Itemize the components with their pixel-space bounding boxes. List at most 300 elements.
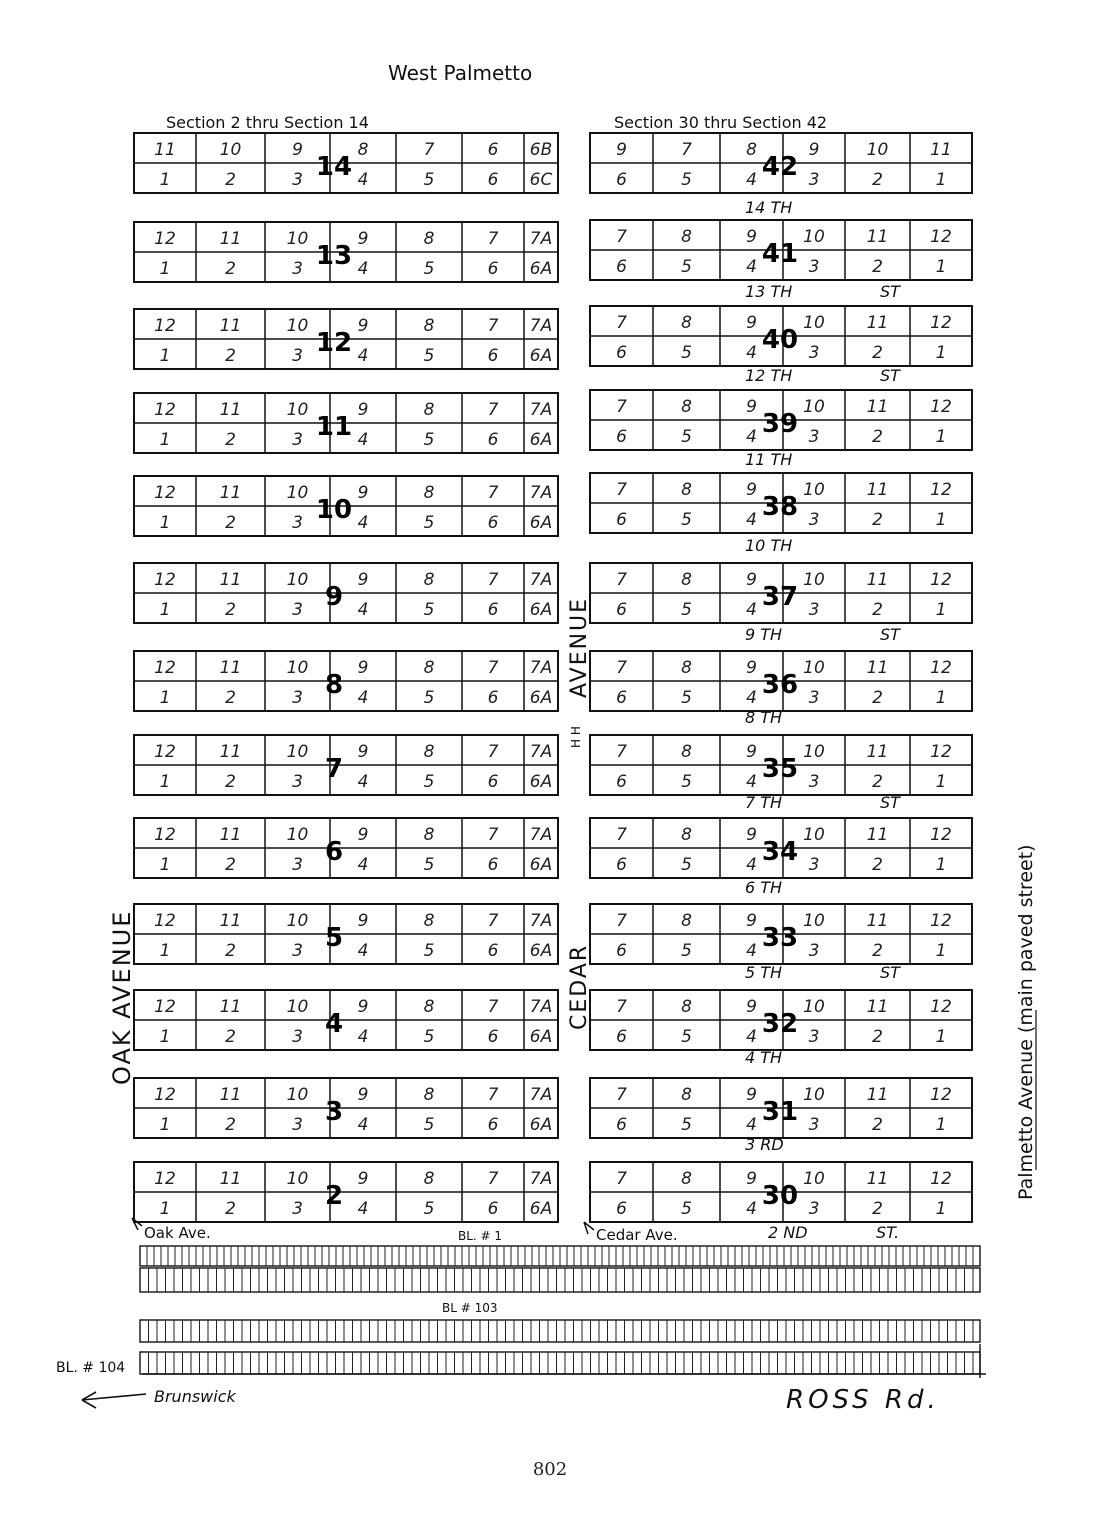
plot-number[interactable]: 2 xyxy=(872,1115,883,1135)
plot-number[interactable]: 6 xyxy=(487,1027,499,1047)
plot-number[interactable]: 5 xyxy=(681,772,692,792)
plot-number[interactable]: 8 xyxy=(681,1085,692,1105)
plot-number[interactable]: 10 xyxy=(803,825,825,845)
plot-number[interactable]: 11 xyxy=(866,825,889,845)
plot-number[interactable]: 1 xyxy=(935,257,947,277)
plot-number[interactable]: 2 xyxy=(872,343,883,363)
plot-number[interactable]: 9 xyxy=(746,570,757,590)
plot-number[interactable]: 8 xyxy=(423,483,435,503)
plot-number[interactable]: 10 xyxy=(803,1085,825,1105)
plot-number[interactable]: 1 xyxy=(159,430,171,450)
plot-number[interactable]: 4 xyxy=(357,600,369,620)
plot-number[interactable]: 6 xyxy=(616,1027,627,1047)
plot-number[interactable]: 1 xyxy=(935,427,947,447)
plot-number[interactable]: 6A xyxy=(529,513,553,533)
plot-number[interactable]: 6A xyxy=(529,772,553,792)
plot-number[interactable]: 3 xyxy=(292,1115,303,1135)
plot-number[interactable]: 9 xyxy=(616,140,627,160)
plot-number[interactable]: 4 xyxy=(357,346,369,366)
plot-number[interactable]: 11 xyxy=(219,658,242,678)
plot-number[interactable]: 4 xyxy=(746,941,757,961)
plot-number[interactable]: 4 xyxy=(357,688,369,708)
plot-number[interactable]: 2 xyxy=(225,600,236,620)
plot-number[interactable]: 3 xyxy=(292,600,303,620)
plot-number[interactable]: 10 xyxy=(286,1169,309,1189)
plot-number[interactable]: 7 xyxy=(487,825,499,845)
plot-number[interactable]: 10 xyxy=(803,570,825,590)
plot-number[interactable]: 7A xyxy=(529,1169,553,1189)
plot-number[interactable]: 9 xyxy=(746,480,757,500)
plot-number[interactable]: 6 xyxy=(616,600,627,620)
plot-number[interactable]: 11 xyxy=(866,997,889,1017)
plot-number[interactable]: 4 xyxy=(746,688,757,708)
plot-number[interactable]: 3 xyxy=(292,1199,303,1219)
plot-number[interactable]: 12 xyxy=(154,997,176,1017)
plot-number[interactable]: 9 xyxy=(357,483,369,503)
plot-number[interactable]: 1 xyxy=(935,855,947,875)
plot-number[interactable]: 11 xyxy=(866,397,889,417)
plot-number[interactable]: 2 xyxy=(225,1115,236,1135)
plot-number[interactable]: 7 xyxy=(616,911,627,931)
plot-number[interactable]: 10 xyxy=(286,1085,309,1105)
plot-number[interactable]: 6 xyxy=(616,510,627,530)
plot-number[interactable]: 7A xyxy=(529,1085,553,1105)
plot-number[interactable]: 5 xyxy=(423,1199,435,1219)
plot-number[interactable]: 7 xyxy=(616,570,627,590)
plot-number[interactable]: 2 xyxy=(872,1199,883,1219)
plot-number[interactable]: 1 xyxy=(159,513,171,533)
plot-number[interactable]: 7 xyxy=(616,825,627,845)
plot-number[interactable]: 5 xyxy=(681,941,692,961)
plot-number[interactable]: 8 xyxy=(681,570,692,590)
plot-number[interactable]: 4 xyxy=(357,855,369,875)
plot-number[interactable]: 6 xyxy=(616,1199,627,1219)
plot-number[interactable]: 11 xyxy=(866,1085,889,1105)
plot-number[interactable]: 6 xyxy=(487,346,499,366)
plot-number[interactable]: 6A xyxy=(529,346,553,366)
plot-number[interactable]: 6C xyxy=(529,170,553,190)
plot-number[interactable]: 6 xyxy=(616,170,627,190)
plot-number[interactable]: 8 xyxy=(423,997,435,1017)
plot-number[interactable]: 6 xyxy=(487,170,499,190)
plot-number[interactable]: 7 xyxy=(487,229,499,249)
plot-number[interactable]: 11 xyxy=(866,911,889,931)
plot-number[interactable]: 6 xyxy=(616,343,627,363)
plot-number[interactable]: 1 xyxy=(159,600,171,620)
plot-number[interactable]: 12 xyxy=(154,570,176,590)
plot-number[interactable]: 4 xyxy=(357,170,369,190)
plot-number[interactable]: 9 xyxy=(808,140,820,160)
plot-number[interactable]: 3 xyxy=(292,346,303,366)
plot-number[interactable]: 5 xyxy=(681,1115,692,1135)
plot-number[interactable]: 7A xyxy=(529,483,553,503)
plot-number[interactable]: 6A xyxy=(529,941,553,961)
plot-number[interactable]: 8 xyxy=(423,658,435,678)
plot-number[interactable]: 6A xyxy=(529,1027,553,1047)
plot-number[interactable]: 9 xyxy=(292,140,303,160)
plot-number[interactable]: 8 xyxy=(423,1085,435,1105)
plot-number[interactable]: 11 xyxy=(219,316,242,336)
plot-number[interactable]: 7 xyxy=(487,1085,499,1105)
plot-number[interactable]: 9 xyxy=(357,1085,369,1105)
plot-number[interactable]: 11 xyxy=(866,1169,889,1189)
plot-number[interactable]: 11 xyxy=(219,1169,242,1189)
plot-number[interactable]: 6 xyxy=(616,1115,627,1135)
plot-number[interactable]: 8 xyxy=(746,140,757,160)
plot-number[interactable]: 12 xyxy=(930,227,952,247)
plot-number[interactable]: 3 xyxy=(808,688,820,708)
plot-number[interactable]: 6 xyxy=(487,259,499,279)
plot-number[interactable]: 2 xyxy=(225,430,236,450)
plot-number[interactable]: 7 xyxy=(487,483,499,503)
plot-number[interactable]: 7 xyxy=(487,997,499,1017)
plot-number[interactable]: 4 xyxy=(746,510,757,530)
plot-number[interactable]: 8 xyxy=(423,400,435,420)
plot-number[interactable]: 6 xyxy=(487,688,499,708)
plot-number[interactable]: 4 xyxy=(746,427,757,447)
plot-number[interactable]: 8 xyxy=(423,1169,435,1189)
plot-number[interactable]: 7A xyxy=(529,825,553,845)
plot-number[interactable]: 10 xyxy=(803,397,825,417)
plot-number[interactable]: 1 xyxy=(935,1199,947,1219)
plot-number[interactable]: 11 xyxy=(930,140,952,160)
plot-number[interactable]: 5 xyxy=(423,688,435,708)
plot-number[interactable]: 10 xyxy=(803,480,825,500)
plot-number[interactable]: 9 xyxy=(746,825,757,845)
plot-number[interactable]: 1 xyxy=(159,941,171,961)
plot-number[interactable]: 7 xyxy=(487,1169,499,1189)
plot-number[interactable]: 7A xyxy=(529,570,553,590)
plot-number[interactable]: 8 xyxy=(681,658,692,678)
plot-number[interactable]: 1 xyxy=(159,259,171,279)
plot-number[interactable]: 7 xyxy=(616,227,627,247)
plot-number[interactable]: 10 xyxy=(286,570,309,590)
plot-number[interactable]: 1 xyxy=(935,600,947,620)
plot-number[interactable]: 5 xyxy=(681,170,692,190)
plot-number[interactable]: 3 xyxy=(292,170,303,190)
plot-number[interactable]: 6 xyxy=(487,1199,499,1219)
plot-number[interactable]: 3 xyxy=(292,1027,303,1047)
plot-number[interactable]: 5 xyxy=(681,510,692,530)
plot-number[interactable]: 7 xyxy=(487,658,499,678)
plot-number[interactable]: 5 xyxy=(681,1027,692,1047)
plot-number[interactable]: 5 xyxy=(423,600,435,620)
plot-number[interactable]: 5 xyxy=(681,600,692,620)
plot-number[interactable]: 2 xyxy=(872,600,883,620)
plot-number[interactable]: 8 xyxy=(423,825,435,845)
plot-number[interactable]: 4 xyxy=(357,513,369,533)
plot-number[interactable]: 12 xyxy=(154,1169,176,1189)
plot-number[interactable]: 2 xyxy=(225,941,236,961)
plot-number[interactable]: 4 xyxy=(357,1027,369,1047)
plot-number[interactable]: 8 xyxy=(423,316,435,336)
plot-number[interactable]: 3 xyxy=(292,772,303,792)
plot-number[interactable]: 11 xyxy=(219,570,242,590)
plot-number[interactable]: 3 xyxy=(808,343,820,363)
plot-number[interactable]: 1 xyxy=(159,1027,171,1047)
plot-number[interactable]: 9 xyxy=(746,658,757,678)
plot-number[interactable]: 1 xyxy=(935,170,947,190)
plot-number[interactable]: 7 xyxy=(616,1085,627,1105)
plot-number[interactable]: 9 xyxy=(746,1085,757,1105)
plot-number[interactable]: 5 xyxy=(423,1027,435,1047)
plot-number[interactable]: 9 xyxy=(357,316,369,336)
plot-number[interactable]: 12 xyxy=(154,483,176,503)
plot-number[interactable]: 7 xyxy=(487,911,499,931)
plot-number[interactable]: 3 xyxy=(808,600,820,620)
plot-number[interactable]: 4 xyxy=(357,259,369,279)
plot-number[interactable]: 12 xyxy=(930,570,952,590)
plot-number[interactable]: 2 xyxy=(225,513,236,533)
plot-number[interactable]: 6 xyxy=(616,941,627,961)
plot-number[interactable]: 3 xyxy=(808,510,820,530)
plot-number[interactable]: 10 xyxy=(286,316,309,336)
plot-number[interactable]: 3 xyxy=(808,1115,820,1135)
plot-number[interactable]: 11 xyxy=(154,140,176,160)
plot-number[interactable]: 7 xyxy=(423,140,435,160)
plot-number[interactable]: 11 xyxy=(866,570,889,590)
plot-number[interactable]: 4 xyxy=(746,600,757,620)
plot-number[interactable]: 11 xyxy=(219,483,242,503)
plot-number[interactable]: 1 xyxy=(159,688,171,708)
plot-number[interactable]: 4 xyxy=(746,855,757,875)
plot-number[interactable]: 2 xyxy=(872,170,883,190)
plot-number[interactable]: 12 xyxy=(930,742,952,762)
plot-number[interactable]: 8 xyxy=(423,742,435,762)
plot-number[interactable]: 10 xyxy=(803,911,825,931)
plot-number[interactable]: 9 xyxy=(357,911,369,931)
plot-number[interactable]: 7A xyxy=(529,229,553,249)
plot-number[interactable]: 9 xyxy=(746,397,757,417)
plot-number[interactable]: 5 xyxy=(423,513,435,533)
plot-number[interactable]: 10 xyxy=(803,658,825,678)
plot-number[interactable]: 1 xyxy=(935,941,947,961)
plot-number[interactable]: 10 xyxy=(803,313,825,333)
plot-number[interactable]: 9 xyxy=(746,911,757,931)
plot-number[interactable]: 10 xyxy=(803,1169,825,1189)
plot-number[interactable]: 1 xyxy=(159,1199,171,1219)
plot-number[interactable]: 6 xyxy=(487,600,499,620)
plot-number[interactable]: 4 xyxy=(746,1199,757,1219)
plot-number[interactable]: 5 xyxy=(423,259,435,279)
plot-number[interactable]: 9 xyxy=(357,825,369,845)
plot-number[interactable]: 2 xyxy=(225,1027,236,1047)
plot-number[interactable]: 2 xyxy=(872,510,883,530)
plot-number[interactable]: 9 xyxy=(746,742,757,762)
plot-number[interactable]: 8 xyxy=(681,742,692,762)
plot-number[interactable]: 3 xyxy=(808,1199,820,1219)
plot-number[interactable]: 9 xyxy=(357,658,369,678)
plot-number[interactable]: 6A xyxy=(529,600,553,620)
plot-number[interactable]: 6 xyxy=(616,772,627,792)
plot-number[interactable]: 8 xyxy=(681,825,692,845)
plot-number[interactable]: 8 xyxy=(681,1169,692,1189)
plot-number[interactable]: 7A xyxy=(529,316,553,336)
plot-number[interactable]: 11 xyxy=(866,742,889,762)
plot-number[interactable]: 6A xyxy=(529,259,553,279)
plot-number[interactable]: 3 xyxy=(808,170,820,190)
plot-number[interactable]: 10 xyxy=(286,997,309,1017)
plot-number[interactable]: 6 xyxy=(616,427,627,447)
plot-number[interactable]: 12 xyxy=(154,1085,176,1105)
plot-number[interactable]: 12 xyxy=(154,400,176,420)
plot-number[interactable]: 5 xyxy=(423,430,435,450)
plot-number[interactable]: 12 xyxy=(154,742,176,762)
plot-number[interactable]: 3 xyxy=(292,259,303,279)
plot-number[interactable]: 3 xyxy=(808,257,820,277)
plot-number[interactable]: 12 xyxy=(154,911,176,931)
plot-number[interactable]: 6 xyxy=(616,688,627,708)
plot-number[interactable]: 1 xyxy=(159,170,171,190)
plot-number[interactable]: 11 xyxy=(219,911,242,931)
plot-number[interactable]: 1 xyxy=(935,772,947,792)
plot-number[interactable]: 8 xyxy=(681,997,692,1017)
plot-number[interactable]: 5 xyxy=(681,688,692,708)
plot-number[interactable]: 5 xyxy=(681,855,692,875)
plot-number[interactable]: 12 xyxy=(154,658,176,678)
plot-number[interactable]: 12 xyxy=(930,1169,952,1189)
plot-number[interactable]: 7 xyxy=(487,742,499,762)
plot-number[interactable]: 12 xyxy=(930,1085,952,1105)
plot-number[interactable]: 10 xyxy=(866,140,889,160)
plot-number[interactable]: 9 xyxy=(357,229,369,249)
plot-number[interactable]: 6 xyxy=(487,855,499,875)
plot-number[interactable]: 2 xyxy=(872,855,883,875)
plot-number[interactable]: 6A xyxy=(529,688,553,708)
plot-number[interactable]: 5 xyxy=(423,1115,435,1135)
plot-number[interactable]: 10 xyxy=(286,658,309,678)
plot-number[interactable]: 10 xyxy=(286,825,309,845)
plot-number[interactable]: 2 xyxy=(225,170,236,190)
plot-number[interactable]: 2 xyxy=(225,772,236,792)
plot-number[interactable]: 7A xyxy=(529,742,553,762)
plot-number[interactable]: 5 xyxy=(681,257,692,277)
plot-number[interactable]: 12 xyxy=(154,316,176,336)
plot-number[interactable]: 3 xyxy=(292,855,303,875)
plot-number[interactable]: 12 xyxy=(930,397,952,417)
plot-number[interactable]: 11 xyxy=(219,742,242,762)
plot-number[interactable]: 9 xyxy=(357,570,369,590)
plot-number[interactable]: 4 xyxy=(746,1027,757,1047)
plot-number[interactable]: 3 xyxy=(808,772,820,792)
plot-number[interactable]: 3 xyxy=(808,1027,820,1047)
plot-number[interactable]: 7 xyxy=(681,140,692,160)
plot-number[interactable]: 7 xyxy=(616,397,627,417)
plot-number[interactable]: 5 xyxy=(423,170,435,190)
plot-number[interactable]: 10 xyxy=(803,997,825,1017)
plot-number[interactable]: 6A xyxy=(529,430,553,450)
plot-number[interactable]: 6 xyxy=(487,140,499,160)
plot-number[interactable]: 2 xyxy=(872,772,883,792)
plot-number[interactable]: 1 xyxy=(935,343,947,363)
plot-number[interactable]: 7 xyxy=(616,313,627,333)
plot-number[interactable]: 8 xyxy=(423,911,435,931)
plot-number[interactable]: 3 xyxy=(292,688,303,708)
plot-number[interactable]: 12 xyxy=(930,658,952,678)
plot-number[interactable]: 8 xyxy=(681,313,692,333)
plot-number[interactable]: 3 xyxy=(808,427,820,447)
plot-number[interactable]: 7 xyxy=(487,570,499,590)
plot-number[interactable]: 5 xyxy=(681,427,692,447)
plot-number[interactable]: 3 xyxy=(808,941,820,961)
plot-number[interactable]: 11 xyxy=(219,1085,242,1105)
plot-number[interactable]: 1 xyxy=(935,1115,947,1135)
plot-number[interactable]: 4 xyxy=(357,1115,369,1135)
plot-number[interactable]: 2 xyxy=(225,1199,236,1219)
plot-number[interactable]: 7 xyxy=(616,480,627,500)
plot-number[interactable]: 7A xyxy=(529,400,553,420)
plot-number[interactable]: 5 xyxy=(681,343,692,363)
plot-number[interactable]: 4 xyxy=(357,1199,369,1219)
plot-number[interactable]: 2 xyxy=(872,257,883,277)
plot-number[interactable]: 11 xyxy=(219,229,242,249)
plot-number[interactable]: 9 xyxy=(357,1169,369,1189)
plot-number[interactable]: 7 xyxy=(616,1169,627,1189)
plot-number[interactable]: 11 xyxy=(866,227,889,247)
plot-number[interactable]: 6A xyxy=(529,1199,553,1219)
plot-number[interactable]: 7 xyxy=(487,400,499,420)
plot-number[interactable]: 10 xyxy=(286,400,309,420)
plot-number[interactable]: 11 xyxy=(219,825,242,845)
plot-number[interactable]: 1 xyxy=(159,1115,171,1135)
plot-number[interactable]: 4 xyxy=(746,1115,757,1135)
plot-number[interactable]: 12 xyxy=(154,825,176,845)
plot-number[interactable]: 5 xyxy=(423,855,435,875)
plot-number[interactable]: 6 xyxy=(487,430,499,450)
plot-number[interactable]: 3 xyxy=(292,513,303,533)
plot-number[interactable]: 6A xyxy=(529,855,553,875)
plot-number[interactable]: 10 xyxy=(219,140,242,160)
plot-number[interactable]: 6 xyxy=(487,772,499,792)
plot-number[interactable]: 5 xyxy=(423,772,435,792)
plot-number[interactable]: 5 xyxy=(423,941,435,961)
plot-number[interactable]: 11 xyxy=(866,658,889,678)
plot-number[interactable]: 2 xyxy=(872,1027,883,1047)
plot-number[interactable]: 9 xyxy=(357,997,369,1017)
plot-number[interactable]: 12 xyxy=(930,480,952,500)
plot-number[interactable]: 5 xyxy=(681,1199,692,1219)
plot-number[interactable]: 10 xyxy=(286,483,309,503)
plot-number[interactable]: 2 xyxy=(225,855,236,875)
plot-number[interactable]: 10 xyxy=(803,742,825,762)
plot-number[interactable]: 4 xyxy=(746,170,757,190)
plot-number[interactable]: 11 xyxy=(219,997,242,1017)
plot-number[interactable]: 4 xyxy=(357,430,369,450)
plot-number[interactable]: 11 xyxy=(866,480,889,500)
plot-number[interactable]: 7A xyxy=(529,658,553,678)
plot-number[interactable]: 7 xyxy=(616,658,627,678)
plot-number[interactable]: 1 xyxy=(935,510,947,530)
plot-number[interactable]: 7 xyxy=(616,742,627,762)
plot-number[interactable]: 10 xyxy=(803,227,825,247)
plot-number[interactable]: 1 xyxy=(159,772,171,792)
plot-number[interactable]: 1 xyxy=(159,855,171,875)
plot-number[interactable]: 11 xyxy=(219,400,242,420)
plot-number[interactable]: 3 xyxy=(292,941,303,961)
plot-number[interactable]: 5 xyxy=(423,346,435,366)
plot-number[interactable]: 10 xyxy=(286,911,309,931)
plot-number[interactable]: 6 xyxy=(616,855,627,875)
plot-number[interactable]: 8 xyxy=(681,480,692,500)
plot-number[interactable]: 8 xyxy=(681,911,692,931)
plot-number[interactable]: 6 xyxy=(487,513,499,533)
plot-number[interactable]: 11 xyxy=(866,313,889,333)
plot-number[interactable]: 12 xyxy=(154,229,176,249)
plot-number[interactable]: 9 xyxy=(746,313,757,333)
plot-number[interactable]: 2 xyxy=(872,427,883,447)
plot-number[interactable]: 6B xyxy=(529,140,553,160)
plot-number[interactable]: 9 xyxy=(746,1169,757,1189)
